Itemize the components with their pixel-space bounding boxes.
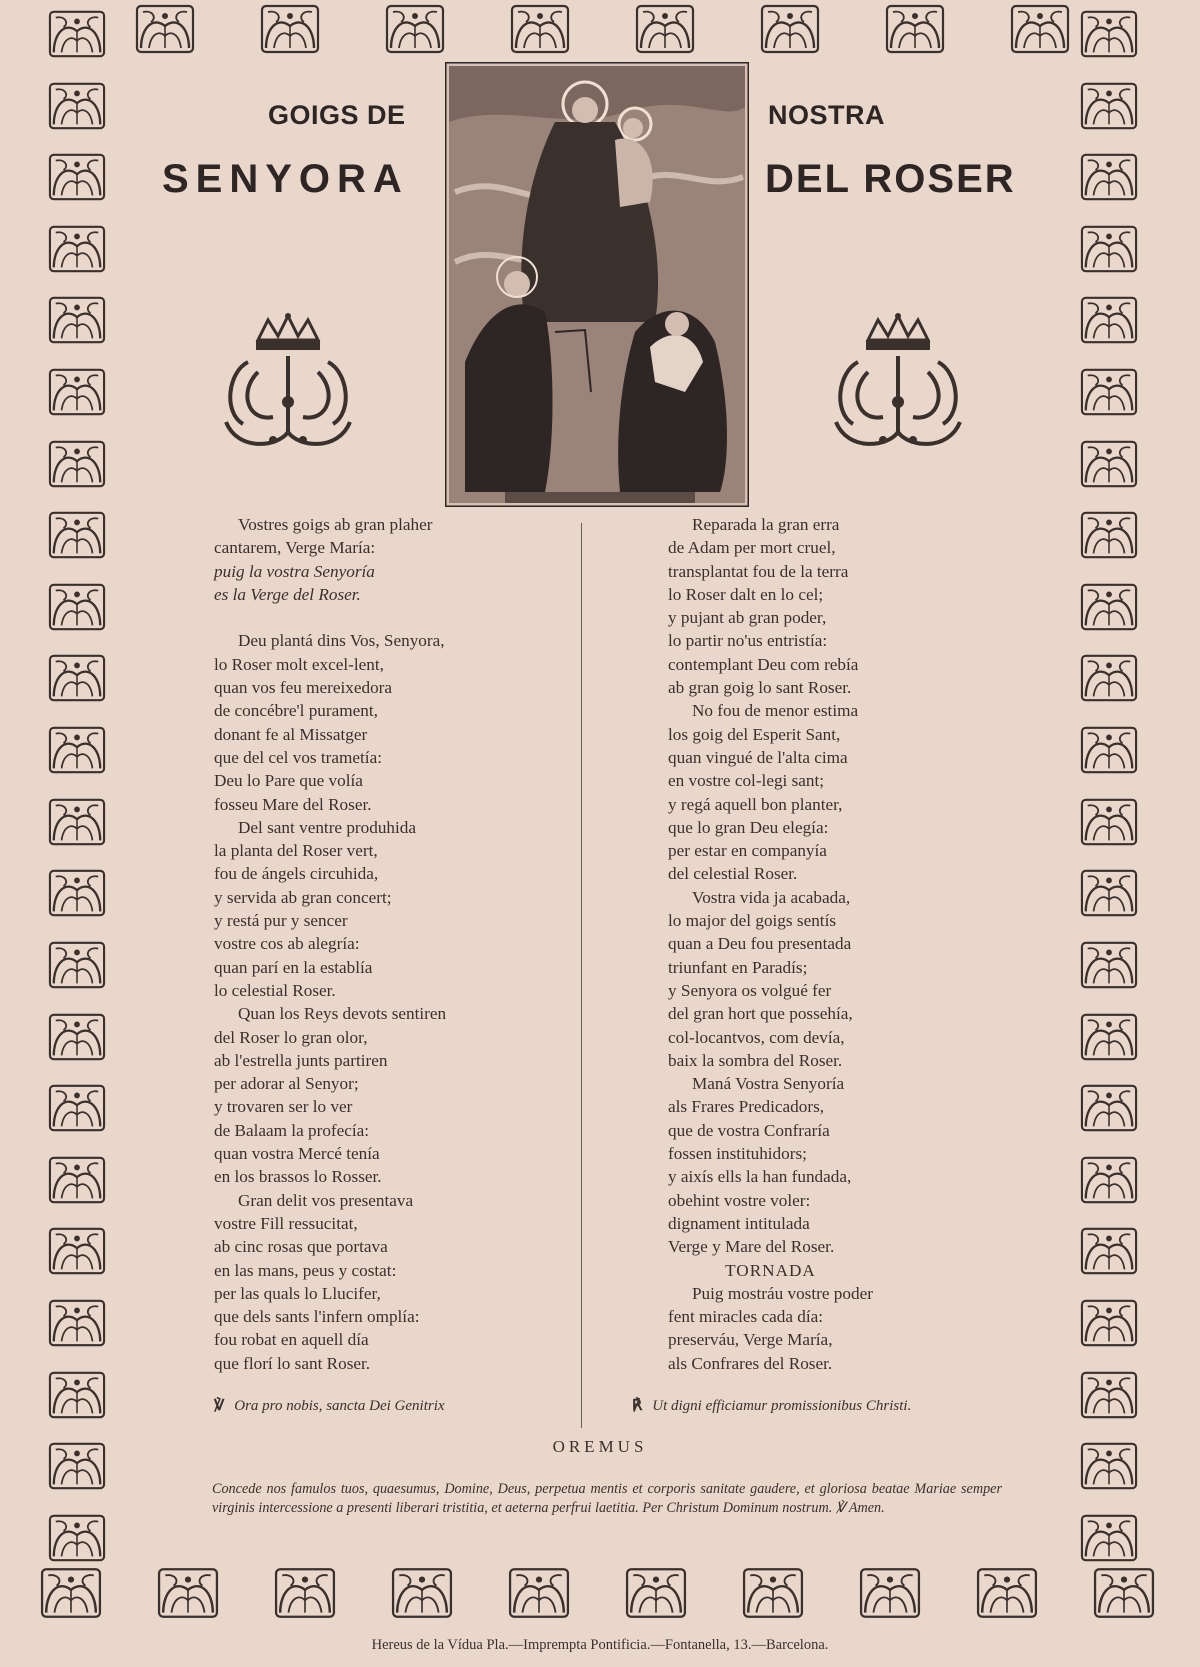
verse-line: per adorar al Senyor; xyxy=(214,1074,359,1094)
ornament-tile-icon xyxy=(1080,865,1138,921)
verse-line: y aixís ells la han fundada, xyxy=(668,1167,852,1187)
ornament-tile-icon xyxy=(1080,436,1138,492)
verse-line: y trovaren ser lo ver xyxy=(214,1097,353,1117)
ornament-tile-icon xyxy=(385,4,445,54)
verse-line: Vostra vida ja acabada, xyxy=(692,887,851,907)
verse-line: los goig del Esperit Sant, xyxy=(668,724,841,744)
ornament-tile-icon xyxy=(508,1565,570,1621)
verse-line: quan vos feu mereixedora xyxy=(214,678,393,698)
ornament-tile-icon xyxy=(1080,1510,1138,1566)
ornament-tile-icon xyxy=(48,6,106,62)
ornament-tile-icon xyxy=(1010,4,1070,54)
border-right xyxy=(1080,6,1142,1566)
ornament-tile-icon xyxy=(135,4,195,54)
verse-line: Puig mostráu vostre poder xyxy=(692,1283,873,1303)
verse-line: Quan los Reys devots sentiren xyxy=(238,1004,447,1024)
verse-line: en vostre col-legi sant; xyxy=(668,771,825,791)
verse-line: obehint vostre voler: xyxy=(668,1190,811,1210)
title-goigs-de: GOIGS DE xyxy=(268,100,406,130)
ornament-tile-icon xyxy=(48,507,106,563)
ornament-tile-icon xyxy=(1080,78,1138,134)
ornament-tile-icon xyxy=(48,436,106,492)
verse-line: y restá pur y sencer xyxy=(214,911,348,931)
ornament-tile-icon xyxy=(48,1080,106,1136)
verse-line: transplantat fou de la terra xyxy=(668,561,849,581)
verse-line: lo Roser dalt en lo cel; xyxy=(668,584,824,604)
ornament-tile-icon xyxy=(1093,1565,1155,1621)
verse-line: fou robat en aquell día xyxy=(214,1330,369,1350)
verse-line: de concébre'l purament, xyxy=(214,701,378,721)
verse-line: Verge y Mare del Roser. xyxy=(668,1237,835,1257)
ornament-tile-icon xyxy=(48,937,106,993)
verse-line: del Roser lo gran olor, xyxy=(214,1027,368,1047)
section-heading: TORNADA xyxy=(725,1260,816,1280)
verse-line: No fou de menor estima xyxy=(692,701,859,721)
crowned-monogram-right-icon xyxy=(828,312,968,462)
ornament-tile-icon xyxy=(1080,1367,1138,1423)
verse-line: de Adam per mort cruel, xyxy=(668,538,836,558)
ornament-tile-icon xyxy=(1080,579,1138,635)
verse-line: que dels sants l'infern omplía: xyxy=(214,1307,420,1327)
verse-line: que de vostra Confraría xyxy=(668,1120,830,1140)
verse-line: Deu plantá dins Vos, Senyora, xyxy=(238,631,445,651)
ornament-tile-icon xyxy=(1080,221,1138,277)
versicle xyxy=(214,1396,445,1415)
ornament-tile-icon xyxy=(1080,937,1138,993)
verse-line: y pujant ab gran poder, xyxy=(668,608,827,628)
ornament-tile-icon xyxy=(48,1510,106,1566)
verse-line: als Confrares del Roser. xyxy=(668,1353,833,1373)
ornament-tile-icon xyxy=(48,1009,106,1065)
ornament-tile-icon xyxy=(1080,292,1138,348)
versicle-symbol: ℣ xyxy=(214,1398,225,1414)
verse-line: triunfant en Paradís; xyxy=(668,957,808,977)
verse-line: per estar en companyía xyxy=(668,841,827,861)
ornament-tile-icon xyxy=(1080,1009,1138,1065)
border-left xyxy=(48,6,110,1566)
ornament-tile-icon xyxy=(1080,1080,1138,1136)
verse-line: que lo gran Deu elegía: xyxy=(668,817,829,837)
verse-line: quan vingué de l'alta cima xyxy=(668,747,848,767)
verse-line: preserváu, Verge María, xyxy=(668,1330,833,1350)
verse-line: Maná Vostra Senyoría xyxy=(692,1074,845,1094)
verse-line: que florí lo sant Roser. xyxy=(214,1353,371,1373)
virgin-of-the-rosary-engraving xyxy=(445,62,749,507)
ornament-tile-icon xyxy=(48,579,106,635)
stanza-gap xyxy=(214,606,446,629)
ornament-tile-icon xyxy=(510,4,570,54)
verse-line: fent miracles cada día: xyxy=(668,1307,824,1327)
ornament-tile-icon xyxy=(1080,6,1138,62)
ornament-tile-icon xyxy=(1080,1295,1138,1351)
verse-line: per las quals lo Llucifer, xyxy=(214,1283,381,1303)
verse-line: y servida ab gran concert; xyxy=(214,887,392,907)
ornament-tile-icon xyxy=(391,1565,453,1621)
ornament-tile-icon xyxy=(48,149,106,205)
ornament-tile-icon xyxy=(1080,650,1138,706)
ornament-tile-icon xyxy=(48,1223,106,1279)
ornament-tile-icon xyxy=(48,722,106,778)
verse-line: y regá aquell bon planter, xyxy=(668,794,843,814)
ornament-tile-icon xyxy=(885,4,945,54)
ornament-tile-icon xyxy=(1080,364,1138,420)
ornament-tile-icon xyxy=(976,1565,1038,1621)
ornament-tile-icon xyxy=(760,4,820,54)
ornament-tile-icon xyxy=(274,1565,336,1621)
ornament-tile-icon xyxy=(742,1565,804,1621)
verse-column-left xyxy=(214,513,446,1375)
verse-line: vostre Fill ressucitat, xyxy=(214,1213,358,1233)
verse-line: baix la sombra del Roser. xyxy=(668,1050,843,1070)
verse-line: als Frares Predicadors, xyxy=(668,1097,825,1117)
verse-line: la planta del Roser vert, xyxy=(214,841,378,861)
title-nostra: NOSTRA xyxy=(768,100,885,130)
ornament-tile-icon xyxy=(1080,1223,1138,1279)
verse-line: fou de ángels circuhida, xyxy=(214,864,379,884)
verse-line: Reparada la gran erra xyxy=(692,515,840,534)
ornament-tile-icon xyxy=(1080,507,1138,563)
border-bottom xyxy=(40,1565,1155,1623)
verse-line: ab cinc rosas que portava xyxy=(214,1237,388,1257)
ornament-tile-icon xyxy=(48,78,106,134)
verse-line: quan vostra Mercé tenía xyxy=(214,1144,380,1164)
ornament-tile-icon xyxy=(157,1565,219,1621)
verse-line: de Balaam la profecía: xyxy=(214,1120,370,1140)
verse-line: ab l'estrella junts partiren xyxy=(214,1050,388,1070)
verse-line: Gran delit vos presentava xyxy=(238,1190,414,1210)
verse-line: quan parí en la establía xyxy=(214,957,373,977)
border-top xyxy=(135,4,1070,56)
verse-line: dignament intitulada xyxy=(668,1213,810,1233)
printer-imprint: Hereus de la Vídua Pla.—Imprempta Pontificia.—Fontanella, 13.—Barcelona. xyxy=(371,1637,829,1653)
response-symbol: ℟ xyxy=(632,1398,643,1414)
verse-line: en las mans, peus y costat: xyxy=(214,1260,397,1280)
title-del-roser: DEL ROSER xyxy=(765,157,1016,201)
verse-line: fossen instituhidors; xyxy=(668,1144,807,1164)
ornament-tile-icon xyxy=(48,865,106,921)
oremus-heading: OREMUS xyxy=(552,1437,648,1456)
verse-line: vostre cos ab alegría: xyxy=(214,934,360,954)
title-senyora: SENYORA xyxy=(162,157,409,201)
ornament-tile-icon xyxy=(48,794,106,850)
verse-line: lo celestial Roser. xyxy=(214,980,336,1000)
response-text: Ut digni efficiamur promissionibus Christi. xyxy=(652,1398,912,1414)
ornament-tile-icon xyxy=(40,1565,102,1621)
verse-line: es la Verge del Roser. xyxy=(214,584,361,604)
ornament-tile-icon xyxy=(48,1152,106,1208)
verse-line: del gran hort que possehía, xyxy=(668,1004,853,1024)
verse-line: Vostres goigs ab gran plaher xyxy=(238,515,433,534)
ornament-tile-icon xyxy=(48,221,106,277)
ornament-tile-icon xyxy=(1080,149,1138,205)
verse-column-right xyxy=(668,513,873,1375)
verse-line: lo major del goigs sentís xyxy=(668,911,837,931)
ornament-tile-icon xyxy=(260,4,320,54)
verse-line: lo partir no'us entristía: xyxy=(668,631,828,651)
verse-line: quan a Deu fou presentada xyxy=(668,934,852,954)
crowned-monogram-left-icon xyxy=(218,312,358,462)
verse-line: ab gran goig lo sant Roser. xyxy=(668,678,852,698)
verse-line: col-locantvos, com devía, xyxy=(668,1027,845,1047)
ornament-tile-icon xyxy=(1080,722,1138,778)
ornament-tile-icon xyxy=(1080,1152,1138,1208)
verse-line: donant fe al Missatger xyxy=(214,724,368,744)
ornament-tile-icon xyxy=(48,364,106,420)
verse-line: y Senyora os volgué fer xyxy=(668,980,832,1000)
verse-line: del celestial Roser. xyxy=(668,864,798,884)
ornament-tile-icon xyxy=(625,1565,687,1621)
prayer-text: Concede nos famulos tuos, quaesumus, Domine, Deus, perpetua mentis et corporis sanitate gaudere, et gloriosa beatae Mariae semper virginis intercessione a presenti liberari tristitia, et aeterna perfrui laetitia. Per Christum Dominum nostrum. ℣ Amen. xyxy=(212,1481,1002,1516)
ornament-tile-icon xyxy=(48,1367,106,1423)
ornament-tile-icon xyxy=(48,650,106,706)
verse-line: fosseu Mare del Roser. xyxy=(214,794,372,814)
verse-line: en los brassos lo Rosser. xyxy=(214,1167,382,1187)
verse-line: cantarem, Verge María: xyxy=(214,538,376,558)
ornament-tile-icon xyxy=(859,1565,921,1621)
verse-line: Del sant ventre produhida xyxy=(238,817,417,837)
verse-line: Deu lo Pare que volía xyxy=(214,771,363,791)
ornament-tile-icon xyxy=(48,292,106,348)
verse-line: que del cel vos trametía: xyxy=(214,747,382,767)
verse-line: contemplant Deu com rebía xyxy=(668,654,859,674)
verse-line: lo Roser molt excel-lent, xyxy=(214,654,384,674)
verse-line: puig la vostra Senyoría xyxy=(214,561,375,581)
response xyxy=(632,1396,911,1415)
ornament-tile-icon xyxy=(1080,794,1138,850)
ornament-tile-icon xyxy=(48,1295,106,1351)
versicle-text: Ora pro nobis, sancta Dei Genitrix xyxy=(234,1398,445,1414)
column-divider xyxy=(581,523,582,1428)
ornament-tile-icon xyxy=(635,4,695,54)
